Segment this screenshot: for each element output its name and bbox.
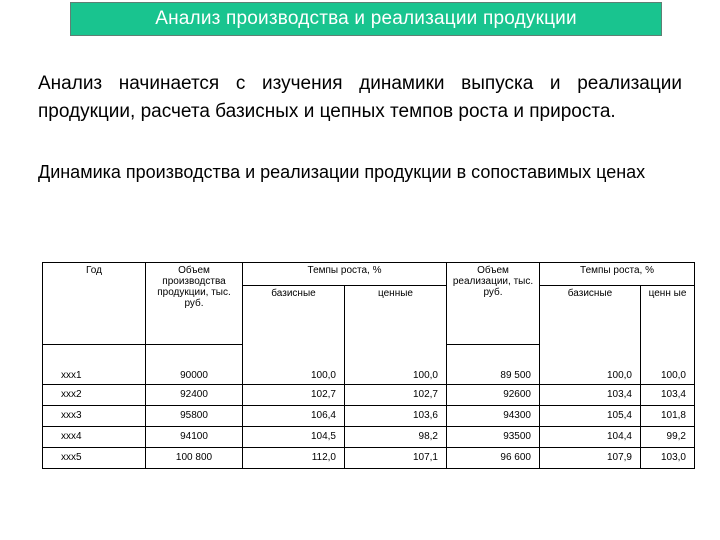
table-row [43, 447, 695, 468]
header-basic-production: базисные [243, 286, 345, 345]
cell-production: 90000 [146, 344, 243, 384]
header-growth-rates-production: Темпы роста, % [243, 263, 447, 286]
cell-production: 92400 [146, 384, 243, 405]
table-row [43, 426, 695, 447]
cell-basic-sales: 100,0 [540, 344, 641, 384]
cell-chain-sales: 101,8 [641, 405, 695, 426]
cell-year: xxx5 [43, 447, 146, 468]
header-chain-sales: ценн ые [641, 286, 695, 345]
cell-chain-production: 102,7 [345, 384, 447, 405]
cell-chain-production: 100,0 [345, 344, 447, 384]
header-growth-rates-sales: Темпы роста, % [540, 263, 695, 286]
cell-basic-sales: 103,4 [540, 384, 641, 405]
cell-basic-production: 104,5 [243, 426, 345, 447]
table-header-row [43, 263, 695, 286]
table-row [43, 405, 695, 426]
cell-basic-production: 112,0 [243, 447, 345, 468]
table-row [43, 344, 695, 384]
cell-basic-sales: 107,9 [540, 447, 641, 468]
cell-year: xxx2 [43, 384, 146, 405]
header-production-volume: Объем производства продукции, тыс. руб. [146, 263, 243, 345]
table-caption: Динамика производства и реализации продукции в сопоставимых ценах [38, 162, 646, 182]
cell-sales: 89 500 [447, 344, 540, 384]
cell-basic-production: 106,4 [243, 405, 345, 426]
cell-basic-production: 102,7 [243, 384, 345, 405]
cell-basic-sales: 105,4 [540, 405, 641, 426]
cell-production: 95800 [146, 405, 243, 426]
cell-chain-production: 107,1 [345, 447, 447, 468]
header-basic-sales: базисные [540, 286, 641, 345]
cell-chain-sales: 99,2 [641, 426, 695, 447]
header-year: Год [43, 263, 146, 345]
cell-sales: 96 600 [447, 447, 540, 468]
cell-chain-production: 103,6 [345, 405, 447, 426]
production-sales-table [42, 262, 695, 469]
intro-paragraph: Анализ начинается с изучения динамики выпуска и реализации продукции, расчета базисных и цепных темпов роста и прироста. [38, 73, 682, 122]
header-sales-volume: Объем реализации, тыс. руб. [447, 263, 540, 345]
cell-sales: 92600 [447, 384, 540, 405]
cell-chain-sales: 103,0 [641, 447, 695, 468]
cell-basic-sales: 104,4 [540, 426, 641, 447]
cell-production: 100 800 [146, 447, 243, 468]
slide-title-banner [70, 2, 662, 36]
header-chain-production: ценные [345, 286, 447, 345]
cell-year: xxx3 [43, 405, 146, 426]
cell-sales: 94300 [447, 405, 540, 426]
slide-title: Анализ производства и реализации продукции [155, 8, 577, 29]
cell-chain-sales: 100,0 [641, 344, 695, 384]
cell-chain-sales: 103,4 [641, 384, 695, 405]
cell-year: xxx1 [43, 344, 146, 384]
cell-sales: 93500 [447, 426, 540, 447]
cell-chain-production: 98,2 [345, 426, 447, 447]
cell-year: xxx4 [43, 426, 146, 447]
table-row [43, 384, 695, 405]
cell-basic-production: 100,0 [243, 344, 345, 384]
cell-production: 94100 [146, 426, 243, 447]
